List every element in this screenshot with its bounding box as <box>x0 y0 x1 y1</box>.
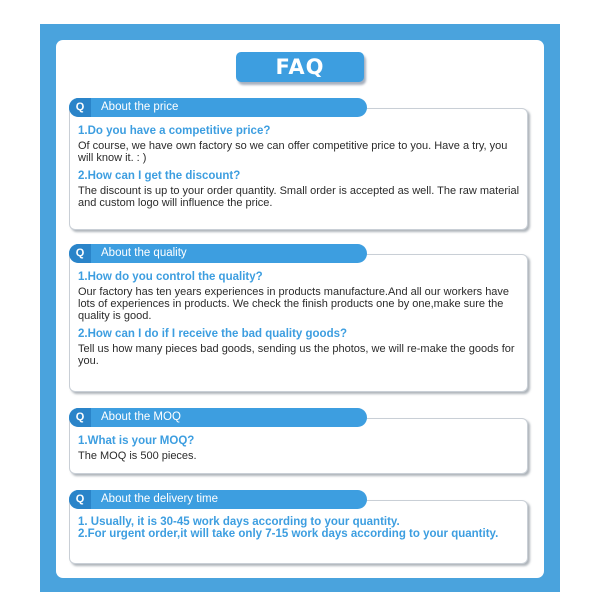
faq-answer: Tell us how many pieces bad goods, sending us the photos, we will re-make the goods for you. <box>78 343 515 367</box>
faq-answer: Of course, we have own factory so we can offer competitive price to you. Have a try, you will know it. : ) <box>78 140 508 164</box>
page-title: FAQ <box>236 52 364 82</box>
section-body <box>69 500 528 564</box>
faq-answer: Our factory has ten years experiences in products manufacture.And all our workers have lots of experiences in products. We check the finish products one by one,make sure the quality is good. <box>78 286 510 322</box>
q-badge-icon: Q <box>69 244 91 263</box>
faq-question: 1.What is your MOQ? <box>78 435 195 447</box>
section-body <box>69 108 528 230</box>
section-label: About the price <box>101 101 179 113</box>
section-label: About the quality <box>101 247 187 259</box>
delivery-line: 2.For urgent order,it will take only 7-15 work days according to your quantity. <box>78 528 499 540</box>
faq-answer: The discount is up to your order quantity. Small order is accepted as well. The raw material and custom logo will influence the price. <box>78 185 520 209</box>
faq-answer: The MOQ is 500 pieces. <box>78 450 197 462</box>
q-badge-icon: Q <box>69 408 91 427</box>
delivery-line: 1. Usually, it is 30-45 work days according to your quantity. <box>78 516 400 528</box>
faq-question: 2.How can I do if I receive the bad quality goods? <box>78 328 348 340</box>
section-header <box>69 98 367 117</box>
q-badge-icon: Q <box>69 98 91 117</box>
section-header <box>69 244 367 263</box>
faq-question: 1.Do you have a competitive price? <box>78 125 271 137</box>
section-label: About the MOQ <box>101 411 181 423</box>
section-body <box>69 254 528 392</box>
section-header <box>69 408 367 427</box>
section-label: About the delivery time <box>101 493 218 505</box>
faq-question: 2.How can I get the discount? <box>78 170 241 182</box>
q-badge-icon: Q <box>69 490 91 509</box>
section-header <box>69 490 367 509</box>
faq-question: 1.How do you control the quality? <box>78 271 263 283</box>
